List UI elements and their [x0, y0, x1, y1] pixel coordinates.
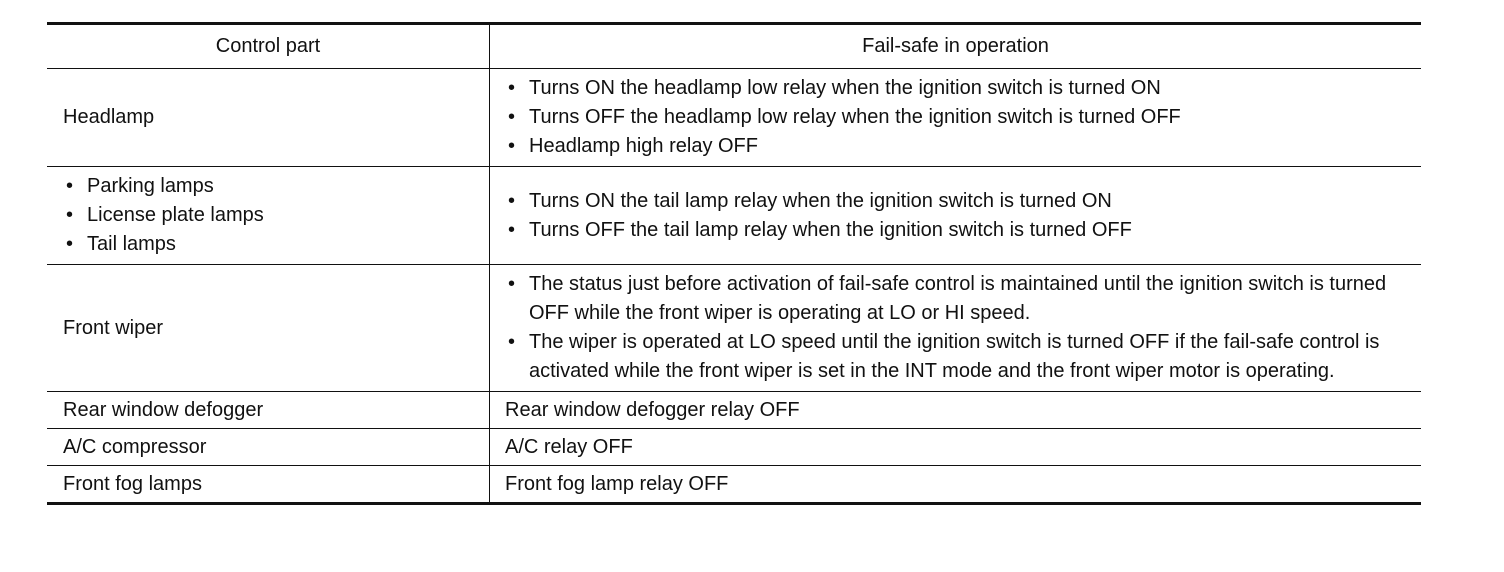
fail-safe-table — [47, 22, 1421, 505]
fail-safe-table-container — [47, 22, 1421, 505]
control-part-cell: Rear window defogger — [47, 392, 490, 429]
operation-list — [505, 187, 1409, 245]
table-row — [47, 429, 1421, 466]
list-item: • Turns OFF the tail lamp relay when the ignition switch is turned OFF — [505, 216, 1409, 245]
operation-cell — [490, 69, 1422, 167]
control-list — [63, 172, 477, 259]
table-row — [47, 167, 1421, 265]
header-fail-safe: Fail-safe in operation — [490, 24, 1422, 69]
operation-cell: Front fog lamp relay OFF — [490, 466, 1422, 504]
operation-list — [505, 270, 1409, 386]
list-item: • Turns ON the tail lamp relay when the ignition switch is turned ON — [505, 187, 1409, 216]
control-part-cell — [47, 167, 490, 265]
operation-list — [505, 74, 1409, 161]
control-part-cell: A/C compressor — [47, 429, 490, 466]
operation-cell — [490, 265, 1422, 392]
table-row — [47, 265, 1421, 392]
operation-cell — [490, 167, 1422, 265]
list-item: • Tail lamps — [63, 230, 477, 259]
operation-cell: Rear window defogger relay OFF — [490, 392, 1422, 429]
list-item: • Headlamp high relay OFF — [505, 132, 1409, 161]
list-item: • License plate lamps — [63, 201, 477, 230]
list-item: • The wiper is operated at LO speed until the ignition switch is turned OFF if the fail-safe control is activated while the front wiper is set in the INT mode and the front wiper motor is operating. — [505, 328, 1409, 386]
table-header-row — [47, 24, 1421, 69]
list-item: • Turns OFF the headlamp low relay when the ignition switch is turned OFF — [505, 103, 1409, 132]
list-item: • Turns ON the headlamp low relay when the ignition switch is turned ON — [505, 74, 1409, 103]
list-item: • Parking lamps — [63, 172, 477, 201]
control-part-cell: Headlamp — [47, 69, 490, 167]
table-row — [47, 392, 1421, 429]
table-row — [47, 69, 1421, 167]
control-part-cell: Front wiper — [47, 265, 490, 392]
header-control-part: Control part — [47, 24, 490, 69]
control-part-cell: Front fog lamps — [47, 466, 490, 504]
operation-cell: A/C relay OFF — [490, 429, 1422, 466]
list-item: • The status just before activation of fail-safe control is maintained until the ignition switch is turned OFF while the front wiper is operating at LO or HI speed. — [505, 270, 1409, 328]
table-row — [47, 466, 1421, 504]
